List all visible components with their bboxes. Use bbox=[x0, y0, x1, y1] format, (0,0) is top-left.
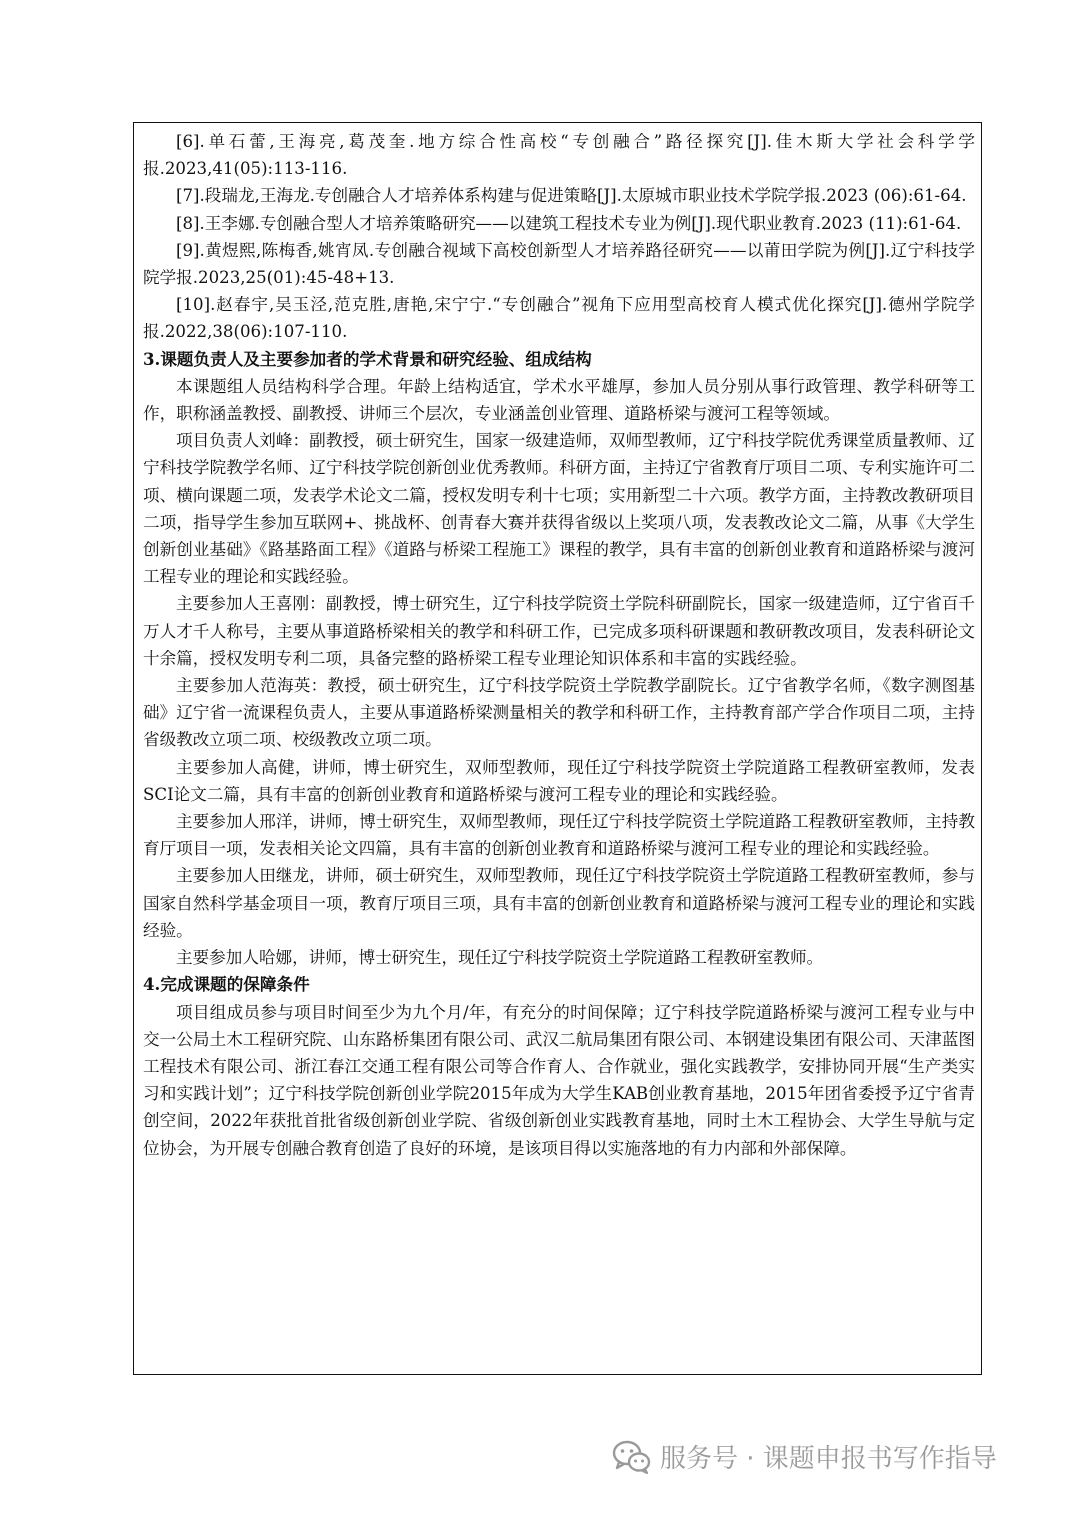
watermark-footer bbox=[612, 1438, 997, 1475]
reference-item: [10].赵春宇,吴玉泾,范克胜,唐艳,宋宁宁.“专创融合”视角下应用型高校育人模式优化探究[J].德州学院学报.2022,38(06):107-110. bbox=[143, 295, 975, 342]
section-3-paragraph: 本课题组人员结构科学合理。年龄上结构适宜，学术水平雄厚，参加人员分别从事行政管理、教学科研等工作，职称涵盖教授、副教授、讲师三个层次，专业涵盖创业管理、道路桥梁与渡河工程等领域。 bbox=[143, 376, 975, 424]
table-cell-content bbox=[143, 128, 975, 1162]
section-3-heading: 3.课题负责人及主要参加者的学术背景和研究经验、组成结构 bbox=[143, 348, 592, 369]
reference-item: [9].黄煜熙,陈梅香,姚宵凤.专创融合视域下高校创新型人才培养路径研究——以莆田学院为例[J].辽宁科技学院学报.2023,25(01):45-48+13. bbox=[143, 240, 975, 288]
reference-item: [7].段瑞龙,王海龙.专创融合人才培养体系构建与促进策略[J].太原城市职业技术学院学报.2023 (06):61-64. bbox=[176, 186, 967, 206]
reference-item: [6].单石蕾,王海亮,葛茂奎.地方综合性高校“专创融合”路径探究[J].佳木斯大学社会科学学报.2023,41(05):113-116. bbox=[143, 132, 975, 179]
section-3-paragraph: 主要参加人王喜刚：副教授，博士研究生，辽宁科技学院资土学院科研副院长，国家一级建造师，辽宁省百千万人才千人称号，主要从事道路桥梁相关的教学和科研工作，已完成多项科研课题和教研教改项目，发表科研论文十余篇，授权发明专利二项，具备完整的路桥梁工程专业理论知识体系和丰富的实践经验。 bbox=[143, 594, 975, 668]
reference-item: [8].王李娜.专创融合型人才培养策略研究——以建筑工程技术专业为例[J].现代职业教育.2023 (11):61-64. bbox=[176, 213, 962, 233]
section-3-paragraph: 主要参加人田继龙，讲师，硕士研究生，双师型教师，现任辽宁科技学院资土学院道路工程教研室教师，参与国家自然科学基金项目一项，教育厅项目三项，具有丰富的创新创业教育和道路桥梁与渡河工程专业的理论和实践经验。 bbox=[143, 866, 975, 940]
wechat-icon bbox=[612, 1440, 652, 1474]
section-3-paragraph: 项目负责人刘峰：副教授，硕士研究生，国家一级建造师，双师型教师，辽宁科技学院优秀课堂质量教师、辽宁科技学院教学名师、辽宁科技学院创新创业优秀教师。科研方面，主持辽宁省教育厅项目二项、专利实施许可二项、横向课题二项，发表学术论文二篇，授权发明专利十七项；实用新型二十六项。教学方面，主持教改教研项目二项，指导学生参加互联网+、挑战杯、创青春大赛并获得省级以上奖项八项，发表教改论文二篇，从事《大学生创新创业基础》《路基路面工程》《道路与桥梁工程施工》课程的教学，具有丰富的创新创业教育和道路桥梁与渡河工程专业的理论和实践经验。 bbox=[143, 431, 975, 587]
section-3-paragraph: 主要参加人高健，讲师，博士研究生，双师型教师，现任辽宁科技学院资土学院道路工程教研室教师，发表SCI论文二篇，具有丰富的创新创业教育和道路桥梁与渡河工程专业的理论和实践经验。 bbox=[143, 757, 975, 804]
section-3-paragraph: 主要参加人邢洋，讲师，博士研究生，双师型教师，现任辽宁科技学院资土学院道路工程教研室教师，主持教育厅项目一项，发表相关论文四篇，具有丰富的创新创业教育和道路桥梁与渡河工程专业的理论和实践经验。 bbox=[143, 812, 975, 859]
section-4-paragraph: 项目组成员参与项目时间至少为九个月/年，有充分的时间保障；辽宁科技学院道路桥梁与渡河工程专业与中交一公局土木工程研究院、山东路桥集团有限公司、武汉二航局集团有限公司、本钢建设集团有限公司、天津蓝图工程技术有限公司、浙江春江交通工程有限公司等合作育人、合作就业，强化实践教学，安排协同开展“生产类实习和实践计划”；辽宁科技学院创新创业学院2015年成为大学生KAB创业教育基地，2015年团省委授予辽宁省青创空间，2022年获批首批省级创新创业学院、省级创新创业实践教育基地，同时土木工程协会、大学生导航与定位协会，为开展专创融合教育创造了良好的环境，是该项目得以实施落地的有力内部和外部保障。 bbox=[143, 1002, 975, 1158]
section-3-paragraph: 主要参加人范海英：教授，硕士研究生，辽宁科技学院资土学院教学副院长。辽宁省教学名师，《数字测图基础》辽宁省一流课程负责人，主要从事道路桥梁测量相关的教学和科研工作，主持教育部产学合作项目二项，主持省级教改立项二项、校级教改立项二项。 bbox=[143, 676, 975, 750]
section-4-heading: 4.完成课题的保障条件 bbox=[143, 974, 310, 995]
section-3-paragraph: 主要参加人哈娜，讲师，博士研究生，现任辽宁科技学院资土学院道路工程教研室教师。 bbox=[176, 948, 824, 968]
footer-text: 服务号 · 课题申报书写作指导 bbox=[660, 1444, 997, 1474]
